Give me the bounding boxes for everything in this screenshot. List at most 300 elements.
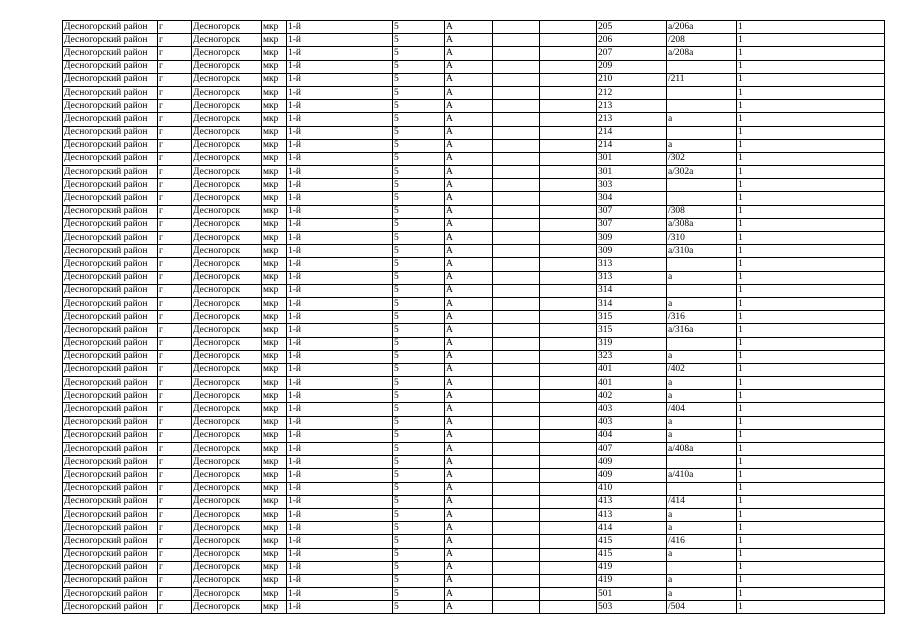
cell-building-suffix xyxy=(667,179,737,192)
cell-col-5: 5 xyxy=(393,297,445,310)
cell-col-empty-2 xyxy=(540,73,597,86)
cell-building-number: 315 xyxy=(597,324,667,337)
cell-col-empty-1 xyxy=(493,469,540,482)
cell-count: 1 xyxy=(737,350,885,363)
cell-microdistrict: 1-й xyxy=(287,245,393,258)
cell-building-suffix xyxy=(667,482,737,495)
cell-col-empty-2 xyxy=(540,113,597,126)
cell-col-a: А xyxy=(445,73,493,86)
cell-col-5: 5 xyxy=(393,535,445,548)
cell-district: Десногорский район xyxy=(63,218,158,231)
cell-district: Десногорский район xyxy=(63,284,158,297)
cell-col-empty-1 xyxy=(493,574,540,587)
cell-microdistrict: 1-й xyxy=(287,126,393,139)
cell-city-type: г xyxy=(158,100,192,113)
cell-col-empty-1 xyxy=(493,429,540,442)
cell-col-5: 5 xyxy=(393,377,445,390)
cell-district-type: мкр xyxy=(262,86,287,99)
cell-city-type: г xyxy=(158,363,192,376)
cell-col-a: А xyxy=(445,218,493,231)
cell-city-type: г xyxy=(158,456,192,469)
cell-col-empty-2 xyxy=(540,416,597,429)
cell-district-type: мкр xyxy=(262,139,287,152)
cell-col-5: 5 xyxy=(393,100,445,113)
cell-col-5: 5 xyxy=(393,350,445,363)
cell-col-5: 5 xyxy=(393,60,445,73)
cell-microdistrict: 1-й xyxy=(287,588,393,601)
cell-building-suffix: а xyxy=(667,350,737,363)
cell-col-5: 5 xyxy=(393,179,445,192)
cell-district: Десногорский район xyxy=(63,390,158,403)
cell-col-empty-1 xyxy=(493,126,540,139)
cell-col-a: А xyxy=(445,113,493,126)
cell-col-empty-2 xyxy=(540,311,597,324)
cell-building-suffix xyxy=(667,284,737,297)
cell-district: Десногорский район xyxy=(63,152,158,165)
cell-district-type: мкр xyxy=(262,324,287,337)
cell-col-empty-2 xyxy=(540,166,597,179)
cell-count: 1 xyxy=(737,245,885,258)
cell-col-5: 5 xyxy=(393,218,445,231)
cell-col-a: А xyxy=(445,495,493,508)
cell-building-suffix: а xyxy=(667,429,737,442)
cell-building-suffix: а xyxy=(667,113,737,126)
cell-col-a: А xyxy=(445,429,493,442)
cell-microdistrict: 1-й xyxy=(287,363,393,376)
cell-city-type: г xyxy=(158,192,192,205)
cell-count: 1 xyxy=(737,126,885,139)
cell-district: Десногорский район xyxy=(63,522,158,535)
cell-col-a: А xyxy=(445,297,493,310)
cell-city: Десногорск xyxy=(192,311,262,324)
cell-city: Десногорск xyxy=(192,324,262,337)
cell-building-number: 307 xyxy=(597,218,667,231)
cell-col-empty-1 xyxy=(493,443,540,456)
cell-col-empty-2 xyxy=(540,232,597,245)
table-row xyxy=(63,126,885,139)
cell-district: Десногорский район xyxy=(63,443,158,456)
table-row xyxy=(63,47,885,60)
cell-col-a: А xyxy=(445,443,493,456)
cell-col-empty-1 xyxy=(493,21,540,34)
cell-city: Десногорск xyxy=(192,73,262,86)
cell-microdistrict: 1-й xyxy=(287,390,393,403)
cell-count: 1 xyxy=(737,601,885,614)
cell-col-empty-1 xyxy=(493,284,540,297)
cell-district-type: мкр xyxy=(262,60,287,73)
cell-col-empty-2 xyxy=(540,469,597,482)
cell-col-empty-1 xyxy=(493,179,540,192)
cell-district: Десногорский район xyxy=(63,113,158,126)
table-row xyxy=(63,152,885,165)
cell-district-type: мкр xyxy=(262,574,287,587)
cell-building-suffix: /316 xyxy=(667,311,737,324)
cell-col-5: 5 xyxy=(393,456,445,469)
cell-col-a: А xyxy=(445,258,493,271)
cell-col-5: 5 xyxy=(393,390,445,403)
cell-building-number: 213 xyxy=(597,113,667,126)
cell-col-empty-1 xyxy=(493,350,540,363)
cell-city-type: г xyxy=(158,522,192,535)
table-row xyxy=(63,245,885,258)
cell-building-suffix: а xyxy=(667,548,737,561)
table-row xyxy=(63,86,885,99)
cell-building-number: 413 xyxy=(597,495,667,508)
cell-building-suffix: а/408а xyxy=(667,443,737,456)
cell-col-a: А xyxy=(445,561,493,574)
cell-col-empty-1 xyxy=(493,232,540,245)
cell-col-a: А xyxy=(445,232,493,245)
cell-col-empty-1 xyxy=(493,245,540,258)
cell-col-empty-1 xyxy=(493,561,540,574)
cell-col-empty-2 xyxy=(540,324,597,337)
table-row xyxy=(63,429,885,442)
cell-microdistrict: 1-й xyxy=(287,192,393,205)
cell-col-a: А xyxy=(445,390,493,403)
cell-building-suffix: а xyxy=(667,390,737,403)
cell-city: Десногорск xyxy=(192,218,262,231)
cell-city: Десногорск xyxy=(192,443,262,456)
cell-col-empty-1 xyxy=(493,495,540,508)
cell-building-suffix: /404 xyxy=(667,403,737,416)
cell-city: Десногорск xyxy=(192,245,262,258)
cell-microdistrict: 1-й xyxy=(287,416,393,429)
cell-count: 1 xyxy=(737,179,885,192)
cell-col-5: 5 xyxy=(393,258,445,271)
cell-district-type: мкр xyxy=(262,416,287,429)
cell-col-a: А xyxy=(445,152,493,165)
cell-count: 1 xyxy=(737,34,885,47)
cell-district-type: мкр xyxy=(262,403,287,416)
cell-building-number: 309 xyxy=(597,232,667,245)
cell-col-a: А xyxy=(445,416,493,429)
cell-building-suffix: а xyxy=(667,508,737,521)
cell-microdistrict: 1-й xyxy=(287,152,393,165)
cell-col-empty-2 xyxy=(540,34,597,47)
cell-city-type: г xyxy=(158,574,192,587)
cell-microdistrict: 1-й xyxy=(287,21,393,34)
cell-district-type: мкр xyxy=(262,297,287,310)
cell-district-type: мкр xyxy=(262,508,287,521)
cell-count: 1 xyxy=(737,561,885,574)
cell-col-5: 5 xyxy=(393,271,445,284)
cell-city: Десногорск xyxy=(192,456,262,469)
table-row xyxy=(63,363,885,376)
cell-col-a: А xyxy=(445,34,493,47)
cell-city: Десногорск xyxy=(192,113,262,126)
cell-building-number: 206 xyxy=(597,34,667,47)
cell-col-5: 5 xyxy=(393,284,445,297)
table-row xyxy=(63,522,885,535)
cell-city-type: г xyxy=(158,179,192,192)
cell-building-suffix: а xyxy=(667,377,737,390)
cell-count: 1 xyxy=(737,271,885,284)
cell-city-type: г xyxy=(158,139,192,152)
cell-city: Десногорск xyxy=(192,429,262,442)
cell-city: Десногорск xyxy=(192,297,262,310)
cell-city-type: г xyxy=(158,245,192,258)
cell-col-empty-1 xyxy=(493,192,540,205)
cell-district: Десногорский район xyxy=(63,179,158,192)
cell-city-type: г xyxy=(158,416,192,429)
cell-city: Десногорск xyxy=(192,179,262,192)
cell-district-type: мкр xyxy=(262,363,287,376)
cell-col-5: 5 xyxy=(393,588,445,601)
cell-district-type: мкр xyxy=(262,350,287,363)
cell-building-number: 205 xyxy=(597,21,667,34)
cell-col-a: А xyxy=(445,363,493,376)
cell-building-number: 309 xyxy=(597,245,667,258)
cell-building-number: 314 xyxy=(597,284,667,297)
cell-col-empty-2 xyxy=(540,245,597,258)
cell-city: Десногорск xyxy=(192,561,262,574)
cell-col-a: А xyxy=(445,337,493,350)
cell-district-type: мкр xyxy=(262,126,287,139)
cell-district: Десногорский район xyxy=(63,297,158,310)
table-row xyxy=(63,403,885,416)
cell-building-suffix: а xyxy=(667,416,737,429)
cell-district: Десногорский район xyxy=(63,601,158,614)
cell-city-type: г xyxy=(158,535,192,548)
cell-building-number: 401 xyxy=(597,363,667,376)
cell-col-empty-2 xyxy=(540,218,597,231)
cell-col-empty-2 xyxy=(540,561,597,574)
cell-count: 1 xyxy=(737,218,885,231)
cell-city-type: г xyxy=(158,126,192,139)
table-row xyxy=(63,390,885,403)
cell-count: 1 xyxy=(737,100,885,113)
cell-col-a: А xyxy=(445,574,493,587)
cell-microdistrict: 1-й xyxy=(287,311,393,324)
cell-district-type: мкр xyxy=(262,522,287,535)
cell-city: Десногорск xyxy=(192,47,262,60)
cell-building-suffix: а xyxy=(667,522,737,535)
table-row xyxy=(63,139,885,152)
cell-district: Десногорский район xyxy=(63,205,158,218)
table-row xyxy=(63,258,885,271)
cell-col-empty-2 xyxy=(540,192,597,205)
table-row xyxy=(63,218,885,231)
cell-building-suffix: /302 xyxy=(667,152,737,165)
cell-city-type: г xyxy=(158,166,192,179)
cell-city-type: г xyxy=(158,258,192,271)
cell-col-empty-2 xyxy=(540,152,597,165)
cell-district-type: мкр xyxy=(262,548,287,561)
cell-district: Десногорский район xyxy=(63,535,158,548)
cell-district-type: мкр xyxy=(262,245,287,258)
cell-col-empty-2 xyxy=(540,508,597,521)
cell-building-suffix: а/208а xyxy=(667,47,737,60)
cell-col-empty-2 xyxy=(540,548,597,561)
cell-city-type: г xyxy=(158,73,192,86)
cell-district: Десногорский район xyxy=(63,429,158,442)
cell-city: Десногорск xyxy=(192,377,262,390)
cell-city: Десногорск xyxy=(192,469,262,482)
cell-city: Десногорск xyxy=(192,535,262,548)
cell-district: Десногорский район xyxy=(63,508,158,521)
cell-count: 1 xyxy=(737,337,885,350)
cell-col-5: 5 xyxy=(393,113,445,126)
cell-district-type: мкр xyxy=(262,311,287,324)
table-row xyxy=(63,601,885,614)
table-row xyxy=(63,469,885,482)
cell-microdistrict: 1-й xyxy=(287,495,393,508)
cell-microdistrict: 1-й xyxy=(287,522,393,535)
cell-col-empty-2 xyxy=(540,403,597,416)
cell-col-a: А xyxy=(445,100,493,113)
cell-col-5: 5 xyxy=(393,34,445,47)
cell-microdistrict: 1-й xyxy=(287,548,393,561)
cell-microdistrict: 1-й xyxy=(287,166,393,179)
cell-city-type: г xyxy=(158,21,192,34)
cell-district: Десногорский район xyxy=(63,548,158,561)
cell-microdistrict: 1-й xyxy=(287,601,393,614)
cell-col-5: 5 xyxy=(393,152,445,165)
cell-district-type: мкр xyxy=(262,73,287,86)
cell-col-empty-2 xyxy=(540,100,597,113)
cell-building-suffix: а/206а xyxy=(667,21,737,34)
cell-building-suffix: /504 xyxy=(667,601,737,614)
cell-district-type: мкр xyxy=(262,271,287,284)
cell-col-5: 5 xyxy=(393,73,445,86)
cell-col-empty-1 xyxy=(493,508,540,521)
cell-microdistrict: 1-й xyxy=(287,429,393,442)
cell-building-number: 210 xyxy=(597,73,667,86)
cell-col-5: 5 xyxy=(393,21,445,34)
cell-district-type: мкр xyxy=(262,337,287,350)
cell-city-type: г xyxy=(158,443,192,456)
cell-building-number: 402 xyxy=(597,390,667,403)
cell-city: Десногорск xyxy=(192,363,262,376)
cell-building-number: 503 xyxy=(597,601,667,614)
cell-microdistrict: 1-й xyxy=(287,73,393,86)
cell-city: Десногорск xyxy=(192,34,262,47)
table-row xyxy=(63,166,885,179)
cell-district-type: мкр xyxy=(262,377,287,390)
cell-district-type: мкр xyxy=(262,443,287,456)
cell-microdistrict: 1-й xyxy=(287,34,393,47)
cell-city-type: г xyxy=(158,311,192,324)
cell-col-a: А xyxy=(445,311,493,324)
cell-col-a: А xyxy=(445,86,493,99)
cell-city-type: г xyxy=(158,588,192,601)
cell-district-type: мкр xyxy=(262,47,287,60)
cell-district-type: мкр xyxy=(262,390,287,403)
cell-city-type: г xyxy=(158,86,192,99)
cell-district: Десногорский район xyxy=(63,482,158,495)
cell-count: 1 xyxy=(737,73,885,86)
cell-district-type: мкр xyxy=(262,218,287,231)
cell-city: Десногорск xyxy=(192,416,262,429)
cell-city: Десногорск xyxy=(192,403,262,416)
cell-district: Десногорский район xyxy=(63,21,158,34)
cell-col-5: 5 xyxy=(393,508,445,521)
cell-city: Десногорск xyxy=(192,60,262,73)
cell-count: 1 xyxy=(737,60,885,73)
cell-city-type: г xyxy=(158,601,192,614)
cell-building-number: 301 xyxy=(597,166,667,179)
cell-count: 1 xyxy=(737,21,885,34)
cell-city: Десногорск xyxy=(192,86,262,99)
cell-city: Десногорск xyxy=(192,232,262,245)
cell-col-a: А xyxy=(445,139,493,152)
cell-col-empty-2 xyxy=(540,179,597,192)
cell-col-empty-1 xyxy=(493,113,540,126)
cell-microdistrict: 1-й xyxy=(287,271,393,284)
cell-city: Десногорск xyxy=(192,100,262,113)
table-row xyxy=(63,337,885,350)
cell-col-empty-1 xyxy=(493,416,540,429)
cell-microdistrict: 1-й xyxy=(287,535,393,548)
table-row xyxy=(63,205,885,218)
cell-building-number: 407 xyxy=(597,443,667,456)
cell-building-number: 403 xyxy=(597,416,667,429)
cell-district-type: мкр xyxy=(262,232,287,245)
cell-city: Десногорск xyxy=(192,350,262,363)
cell-city: Десногорск xyxy=(192,508,262,521)
cell-col-5: 5 xyxy=(393,416,445,429)
cell-col-a: А xyxy=(445,166,493,179)
cell-col-a: А xyxy=(445,179,493,192)
cell-col-a: А xyxy=(445,601,493,614)
cell-count: 1 xyxy=(737,548,885,561)
cell-col-empty-2 xyxy=(540,363,597,376)
cell-building-number: 315 xyxy=(597,311,667,324)
cell-building-suffix: а/302а xyxy=(667,166,737,179)
cell-district-type: мкр xyxy=(262,205,287,218)
cell-count: 1 xyxy=(737,113,885,126)
cell-building-number: 501 xyxy=(597,588,667,601)
cell-building-number: 410 xyxy=(597,482,667,495)
cell-building-number: 304 xyxy=(597,192,667,205)
cell-district: Десногорский район xyxy=(63,456,158,469)
cell-col-a: А xyxy=(445,245,493,258)
cell-microdistrict: 1-й xyxy=(287,297,393,310)
cell-count: 1 xyxy=(737,482,885,495)
table-body xyxy=(63,21,885,614)
cell-col-a: А xyxy=(445,47,493,60)
cell-col-a: А xyxy=(445,271,493,284)
cell-building-number: 419 xyxy=(597,561,667,574)
cell-building-number: 314 xyxy=(597,297,667,310)
cell-building-suffix: /308 xyxy=(667,205,737,218)
cell-col-a: А xyxy=(445,522,493,535)
cell-city: Десногорск xyxy=(192,258,262,271)
cell-district-type: мкр xyxy=(262,588,287,601)
cell-count: 1 xyxy=(737,416,885,429)
table-row xyxy=(63,350,885,363)
cell-col-empty-2 xyxy=(540,284,597,297)
cell-building-suffix xyxy=(667,192,737,205)
cell-col-empty-1 xyxy=(493,403,540,416)
cell-col-empty-2 xyxy=(540,205,597,218)
cell-col-a: А xyxy=(445,482,493,495)
cell-district-type: мкр xyxy=(262,34,287,47)
cell-building-number: 214 xyxy=(597,126,667,139)
cell-col-empty-2 xyxy=(540,258,597,271)
cell-city-type: г xyxy=(158,390,192,403)
cell-building-number: 207 xyxy=(597,47,667,60)
cell-microdistrict: 1-й xyxy=(287,179,393,192)
cell-building-suffix: а/410а xyxy=(667,469,737,482)
cell-district: Десногорский район xyxy=(63,232,158,245)
cell-col-empty-1 xyxy=(493,456,540,469)
cell-col-5: 5 xyxy=(393,192,445,205)
cell-building-number: 214 xyxy=(597,139,667,152)
cell-col-empty-2 xyxy=(540,443,597,456)
cell-col-5: 5 xyxy=(393,205,445,218)
cell-col-5: 5 xyxy=(393,469,445,482)
